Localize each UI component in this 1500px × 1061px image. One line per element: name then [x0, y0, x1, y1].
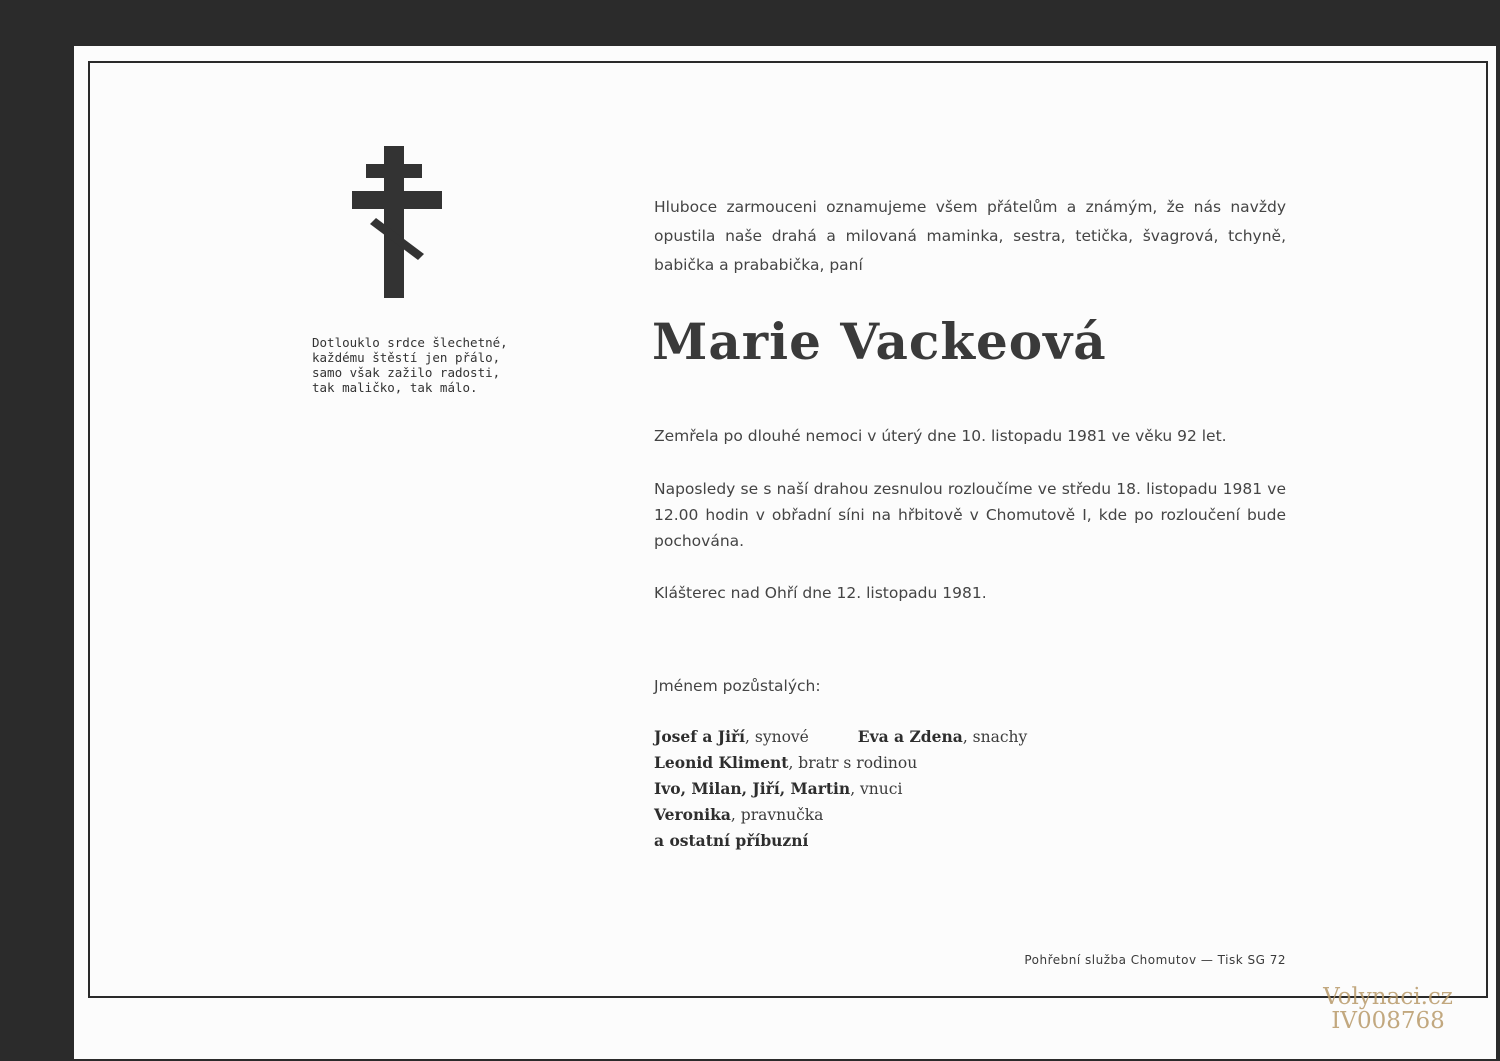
- mourner-relation: , bratr s rodinou: [788, 754, 918, 772]
- mourner-row: [654, 724, 1254, 750]
- mourner-names: a ostatní příbuzní: [654, 831, 809, 850]
- on-behalf-heading: Jménem pozůstalých:: [654, 677, 821, 695]
- mourner-row: [654, 750, 1254, 776]
- announcement-intro: Hluboce zarmouceni oznamujeme všem přátelům a známým, že nás navždy opustila naše drahá a milovaná maminka, sestra, tetička, švagrová, tchyně, babička a prababička, paní: [654, 198, 1286, 274]
- verse-line: každému štěstí jen přálo,: [312, 350, 501, 365]
- mourner-relation: , vnuci: [850, 780, 903, 798]
- watermark-id: IV008768: [1331, 1008, 1445, 1034]
- mourner-relation: , pravnučka: [730, 806, 824, 824]
- verse-line: Dotlouklo srdce šlechetné,: [312, 335, 508, 350]
- memorial-verse: [312, 335, 552, 395]
- printer-credit: Pohřební služba Chomutov — Tisk SG 72: [1024, 953, 1286, 967]
- mourner-names: Ivo, Milan, Jiří, Martin: [654, 779, 851, 798]
- watermark-site: Volynaci.cz: [1323, 984, 1453, 1010]
- mourner-row: [654, 802, 1254, 828]
- death-notice: Zemřela po dlouhé nemoci v úterý dne 10. listopadu 1981 ve věku 92 let.: [654, 427, 1227, 445]
- funeral-notice: Naposledy se s naší drahou zesnulou rozloučíme ve středu 18. listopadu 1981 ve 12.00 hodin v obřadní síni na hřbitově v Chomutově I, kde po rozloučení bude pochována.: [654, 480, 1286, 550]
- mourner-names: Leonid Kliment: [654, 753, 789, 772]
- mourner-row: [654, 776, 1254, 802]
- mourner-relation: , synové: [745, 728, 809, 746]
- verse-line: tak maličko, tak málo.: [312, 380, 478, 395]
- mourner-names: Josef a Jiří: [654, 727, 746, 746]
- site-watermark: [1308, 985, 1468, 1033]
- mourner-names: Veronika: [654, 805, 731, 824]
- place-and-date: Klášterec nad Ohří dne 12. listopadu 1981.: [654, 584, 987, 602]
- mourners-list: [654, 724, 1254, 854]
- verse-line: samo však zažilo radosti,: [312, 365, 501, 380]
- orthodox-cross-icon: [352, 146, 442, 298]
- deceased-name: Marie Vackeová: [652, 312, 1107, 371]
- mourner-relation: , snachy: [962, 728, 1028, 746]
- mourner-row: [654, 828, 1254, 854]
- mourner-names: Eva a Zdena: [857, 727, 963, 746]
